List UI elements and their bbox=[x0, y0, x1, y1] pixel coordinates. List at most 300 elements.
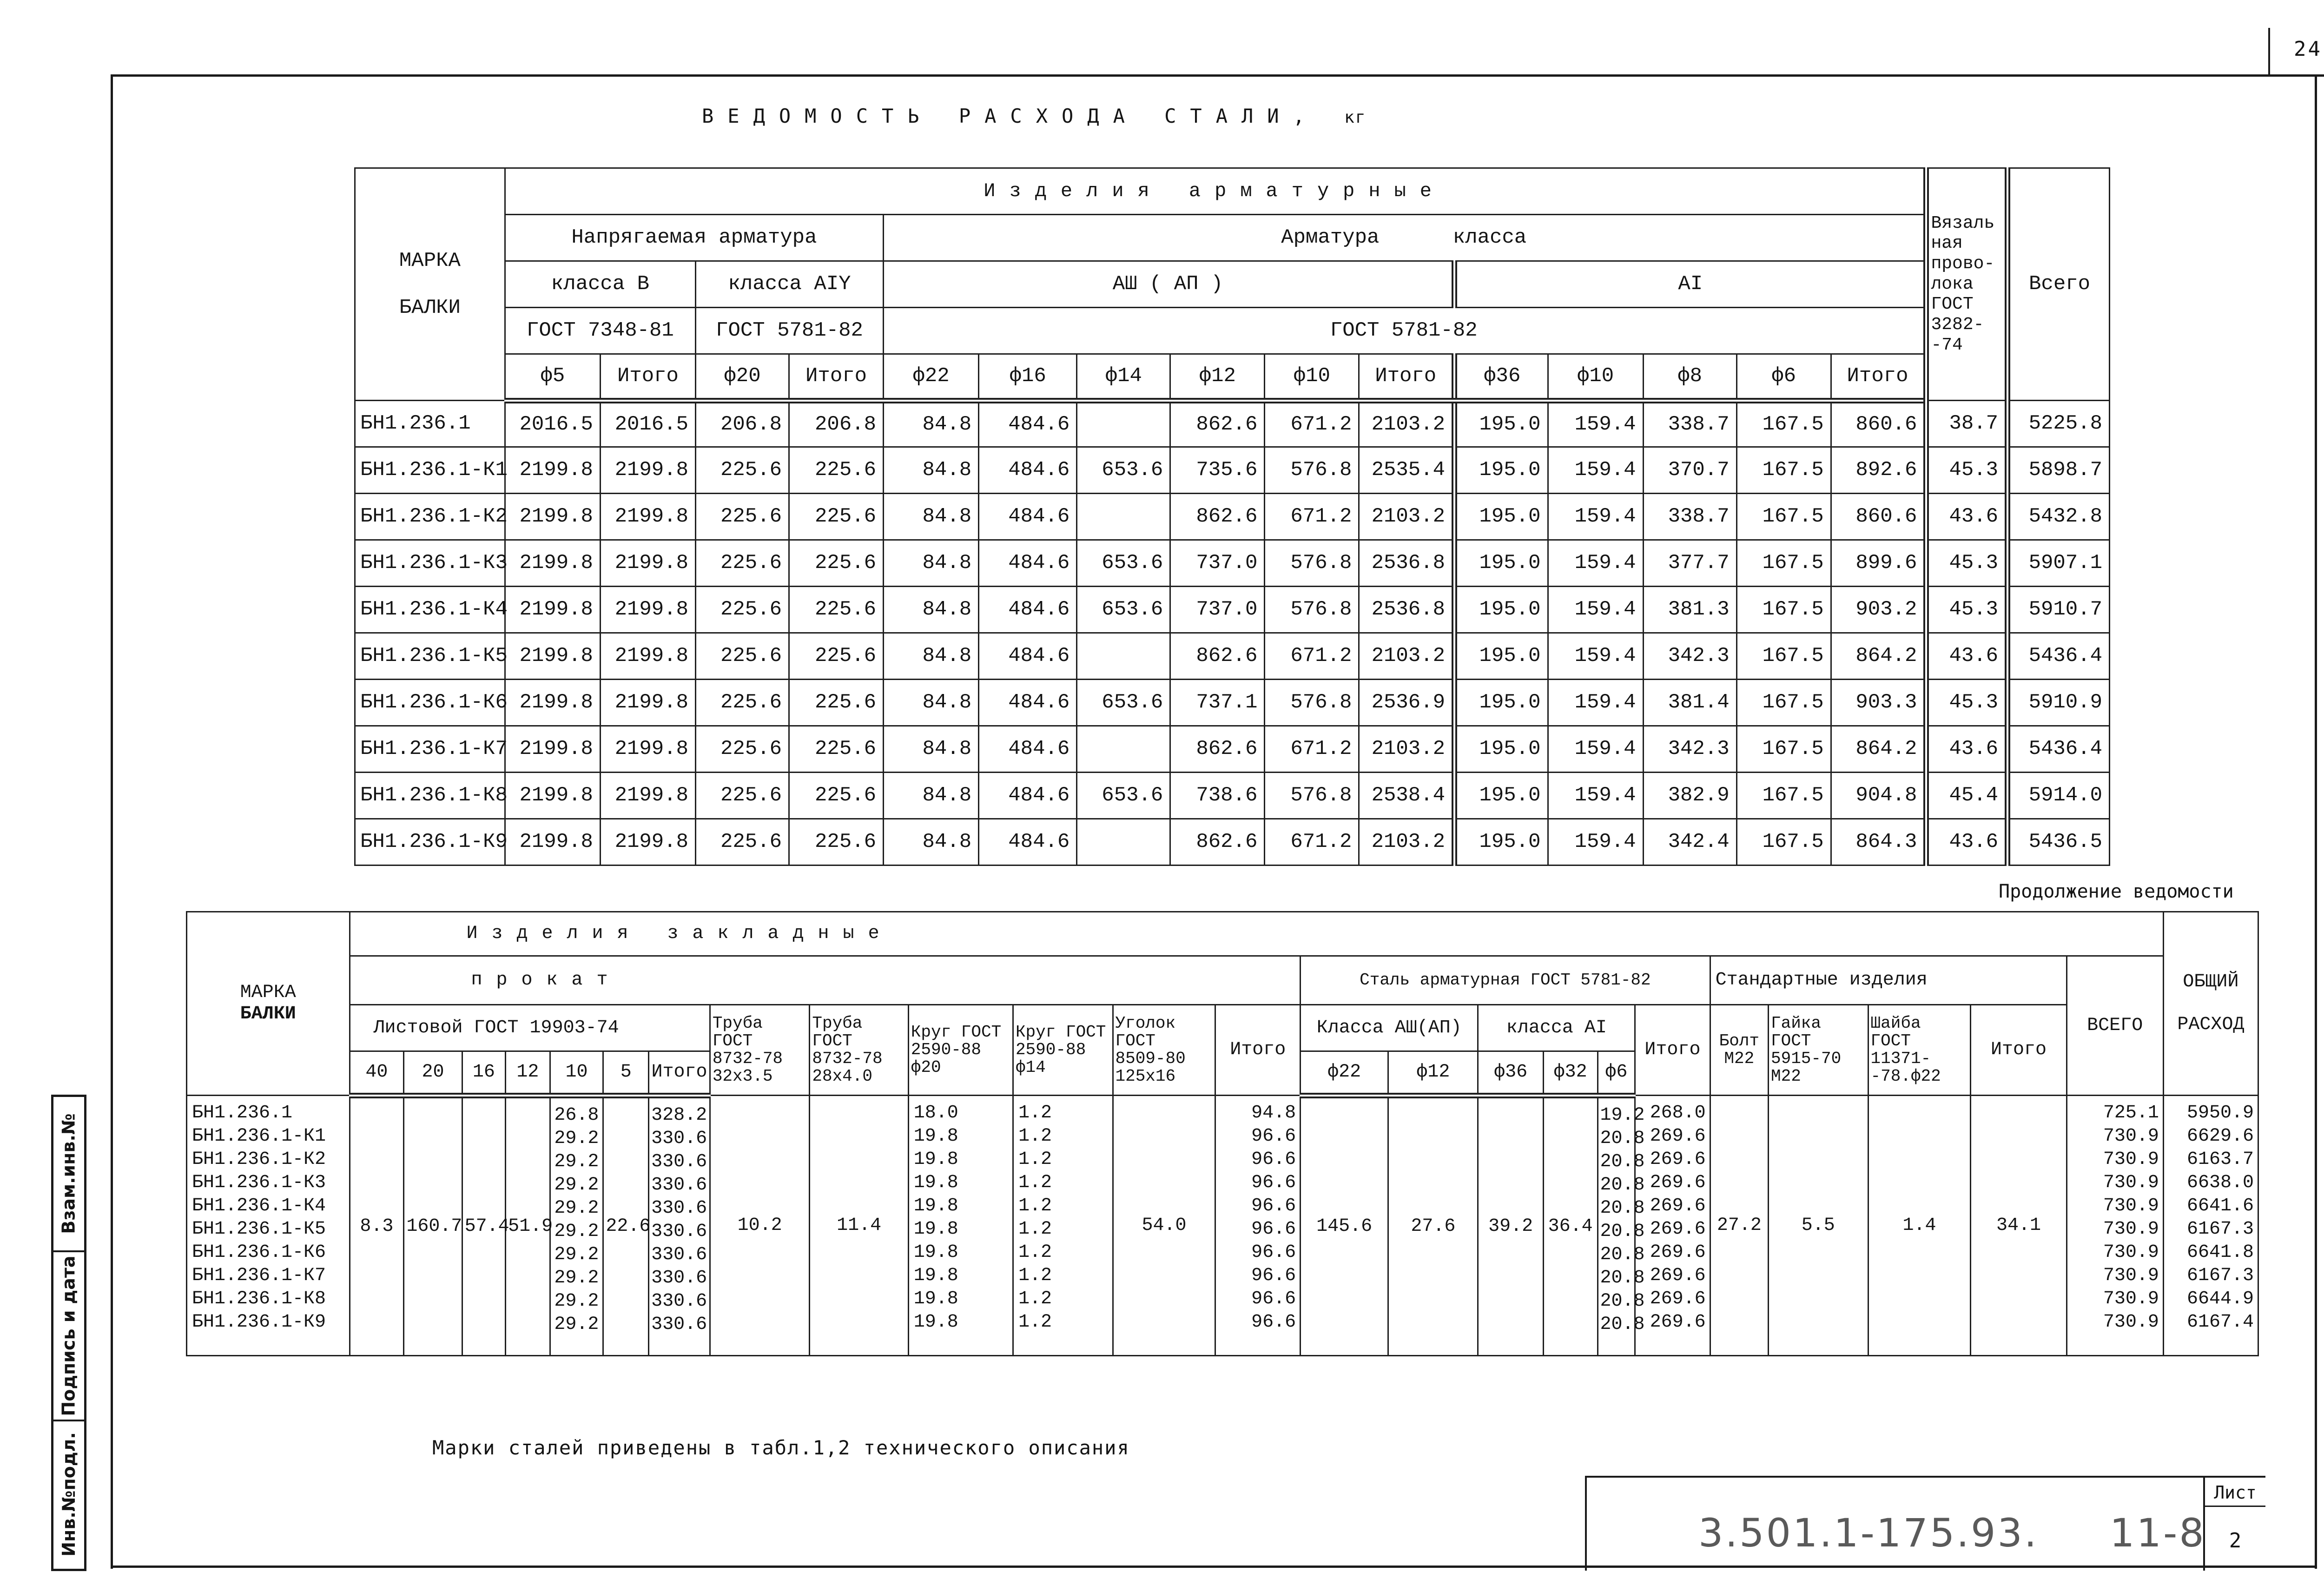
value-line: 29.2 bbox=[554, 1151, 599, 1172]
value-cell: 84.8 bbox=[884, 401, 979, 447]
value-line: 96.6 bbox=[1251, 1312, 1296, 1333]
t2-vsego-header: ВСЕГО bbox=[2067, 956, 2163, 1096]
value-stack-cell bbox=[1013, 1096, 1113, 1356]
beam-mark-cell: БН1.236.1 bbox=[355, 401, 505, 447]
t2-rebar-col: ф6 bbox=[1598, 1051, 1635, 1096]
value-line: 269.6 bbox=[1650, 1265, 1706, 1286]
value-cell: 2103.2 bbox=[1359, 401, 1454, 447]
value-cell: 2103.2 bbox=[1359, 726, 1454, 773]
value-cell: 862.6 bbox=[1170, 633, 1265, 680]
value-cell: 738.6 bbox=[1170, 773, 1265, 819]
value-line: 20.8 bbox=[1600, 1314, 1645, 1335]
t1-sub-header: ф14 bbox=[1077, 354, 1170, 401]
page-title bbox=[702, 105, 1367, 127]
t2-angle-header: Уголок ГОСТ 8509-80 125х16 bbox=[1113, 1005, 1215, 1096]
t1-total-header: Всего bbox=[2007, 168, 2109, 401]
table-row bbox=[187, 1096, 2258, 1356]
value-line: 1.2 bbox=[1018, 1172, 1052, 1193]
value-cell: 195.0 bbox=[1454, 587, 1548, 633]
t2-circle1-header: Круг ГОСТ 2590-88 ф20 bbox=[908, 1005, 1013, 1096]
value-cell: 195.0 bbox=[1454, 633, 1548, 680]
title-text: ВЕДОМОСТЬ РАСХОДА СТАЛИ, bbox=[702, 105, 1319, 127]
value-cell: 84.8 bbox=[884, 587, 979, 633]
table-row bbox=[355, 540, 2110, 587]
value-cell: 225.6 bbox=[789, 587, 884, 633]
value-cell: 2199.8 bbox=[600, 540, 695, 587]
value-cell: 2199.8 bbox=[600, 587, 695, 633]
value-line: 730.9 bbox=[2103, 1219, 2159, 1240]
value-cell: 225.6 bbox=[789, 447, 884, 494]
value-line: 96.6 bbox=[1251, 1149, 1296, 1170]
value-stack-cell bbox=[187, 1096, 350, 1356]
value-cell: 159.4 bbox=[1548, 540, 1643, 587]
value-line: 330.6 bbox=[651, 1128, 707, 1149]
table-row bbox=[355, 726, 2110, 773]
t2-circle2-header: Круг ГОСТ 2590-88 ф14 bbox=[1013, 1005, 1113, 1096]
value-line: 5950.9 bbox=[2186, 1103, 2254, 1123]
value-stack-cell bbox=[2163, 1096, 2258, 1356]
value-cell: 653.6 bbox=[1077, 587, 1170, 633]
value-cell: 225.6 bbox=[696, 819, 789, 865]
value-stack-cell bbox=[1635, 1096, 1710, 1356]
value-cell: 2199.8 bbox=[505, 680, 600, 726]
value-cell: 11.4 bbox=[810, 1096, 908, 1356]
value-line: 730.9 bbox=[2103, 1172, 2159, 1193]
value-line: БН1.236.1 bbox=[192, 1103, 293, 1123]
value-cell: 576.8 bbox=[1265, 587, 1359, 633]
value-cell: 2199.8 bbox=[505, 726, 600, 773]
value-line: 330.6 bbox=[651, 1174, 707, 1196]
value-line: 1.2 bbox=[1018, 1196, 1052, 1216]
t2-rebar-col: ф36 bbox=[1478, 1051, 1543, 1096]
value-line: 6638.0 bbox=[2186, 1172, 2254, 1193]
value-line: 269.6 bbox=[1650, 1219, 1706, 1240]
value-cell: 43.6 bbox=[1926, 726, 2007, 773]
value-line: 6167.4 bbox=[2186, 1312, 2254, 1333]
t1-mark-header bbox=[355, 168, 505, 401]
value-cell: 5910.9 bbox=[2007, 680, 2109, 726]
value-cell: 484.6 bbox=[979, 494, 1077, 540]
value-cell: 576.8 bbox=[1265, 773, 1359, 819]
value-line: 6163.7 bbox=[2186, 1149, 2254, 1170]
value-cell: 167.5 bbox=[1736, 447, 1831, 494]
value-cell: 5436.5 bbox=[2007, 819, 2109, 865]
t1-sub-header: Итого bbox=[789, 354, 884, 401]
t2-prokat-itogo-header: Итого bbox=[1215, 1005, 1301, 1096]
t2-mark-line1: МАРКА bbox=[240, 982, 296, 1003]
value-cell: 671.2 bbox=[1265, 401, 1359, 447]
t2-mark-header bbox=[187, 912, 350, 1096]
value-line: 730.9 bbox=[2103, 1265, 2159, 1286]
value-cell: 225.6 bbox=[696, 680, 789, 726]
value-cell: 159.4 bbox=[1548, 401, 1643, 447]
value-cell: 84.8 bbox=[884, 726, 979, 773]
value-cell: 5.5 bbox=[1768, 1096, 1868, 1356]
value-cell: 84.8 bbox=[884, 773, 979, 819]
value-line: 26.8 bbox=[554, 1104, 599, 1126]
t1-mark-line1: МАРКА bbox=[399, 249, 461, 272]
value-cell: 167.5 bbox=[1736, 633, 1831, 680]
value-line: 6641.6 bbox=[2186, 1196, 2254, 1216]
value-cell: 225.6 bbox=[789, 540, 884, 587]
value-cell: 167.5 bbox=[1736, 494, 1831, 540]
value-line: 269.6 bbox=[1650, 1196, 1706, 1216]
value-cell: 892.6 bbox=[1831, 447, 1926, 494]
value-cell: 2199.8 bbox=[505, 633, 600, 680]
side-cell-replace bbox=[53, 1097, 84, 1252]
t1-armatura-class-header: Арматура класса bbox=[884, 215, 1927, 261]
t1-group-title: Изделия арматурные bbox=[505, 168, 1926, 215]
t2-group-title: Изделия закладные bbox=[350, 912, 2163, 956]
value-cell: 653.6 bbox=[1077, 540, 1170, 587]
value-stack-cell bbox=[1598, 1096, 1645, 1356]
value-cell: 10.2 bbox=[710, 1096, 810, 1356]
value-cell: 5914.0 bbox=[2007, 773, 2109, 819]
t2-standard-header: Стандартные изделия bbox=[1710, 956, 2067, 1005]
value-cell: 84.8 bbox=[884, 494, 979, 540]
value-cell: 5436.4 bbox=[2007, 726, 2109, 773]
value-line: 20.8 bbox=[1600, 1244, 1645, 1265]
value-cell: 2199.8 bbox=[505, 447, 600, 494]
value-cell: 5907.1 bbox=[2007, 540, 2109, 587]
value-line: 1.2 bbox=[1018, 1265, 1052, 1286]
value-stack-cell bbox=[908, 1096, 1013, 1356]
value-line: 269.6 bbox=[1650, 1288, 1706, 1309]
t2-sheet-col: Итого bbox=[649, 1051, 710, 1096]
t1-class-aiv-header: класса AIY bbox=[696, 261, 884, 308]
value-cell: 904.8 bbox=[1831, 773, 1926, 819]
t1-ai-header: АI bbox=[1454, 261, 1926, 308]
beam-mark-cell: БН1.236.1-К4 bbox=[355, 587, 505, 633]
value-cell: 2103.2 bbox=[1359, 633, 1454, 680]
value-line: 730.9 bbox=[2103, 1288, 2159, 1309]
value-cell: 45.3 bbox=[1926, 680, 2007, 726]
table-row bbox=[355, 401, 2110, 447]
table-row bbox=[355, 819, 2110, 865]
t1-sub-header: Итого bbox=[1831, 354, 1926, 401]
value-line: 330.6 bbox=[651, 1197, 707, 1219]
sheet-value: 2 bbox=[2229, 1529, 2242, 1552]
reinforcement-table bbox=[354, 167, 2110, 866]
value-line: 1.2 bbox=[1018, 1242, 1052, 1263]
t1-sub-header: ф6 bbox=[1736, 354, 1831, 401]
value-cell: 225.6 bbox=[696, 494, 789, 540]
t2-sheet-col: 5 bbox=[603, 1051, 649, 1096]
value-line: 269.6 bbox=[1650, 1312, 1706, 1333]
value-cell: 5910.7 bbox=[2007, 587, 2109, 633]
value-cell: 338.7 bbox=[1643, 494, 1736, 540]
value-line: 730.9 bbox=[2103, 1196, 2159, 1216]
value-line: 330.6 bbox=[651, 1290, 707, 1312]
value-cell: 2199.8 bbox=[600, 447, 695, 494]
value-line: 96.6 bbox=[1251, 1242, 1296, 1263]
t1-gost-7348: ГОСТ 7348-81 bbox=[505, 308, 695, 354]
value-cell bbox=[1077, 401, 1170, 447]
value-line: 268.0 bbox=[1650, 1103, 1706, 1123]
value-cell: 225.6 bbox=[789, 494, 884, 540]
value-cell: 342.4 bbox=[1643, 819, 1736, 865]
value-line: 330.6 bbox=[651, 1244, 707, 1265]
value-cell: 5432.8 bbox=[2007, 494, 2109, 540]
title-unit: кг bbox=[1344, 108, 1367, 127]
value-cell: 225.6 bbox=[789, 633, 884, 680]
beam-mark-cell: БН1.236.1-К7 bbox=[355, 726, 505, 773]
value-line: 19.8 bbox=[913, 1288, 958, 1309]
t2-mark-line2: БАЛКИ bbox=[240, 1004, 296, 1024]
sheet-number: 24 bbox=[2294, 37, 2322, 61]
value-line: 20.8 bbox=[1600, 1221, 1645, 1242]
value-cell: 2199.8 bbox=[600, 494, 695, 540]
value-cell: 45.3 bbox=[1926, 540, 2007, 587]
value-cell: 159.4 bbox=[1548, 494, 1643, 540]
t2-washer-header: Шайба ГОСТ 11371- -78.ф22 bbox=[1868, 1005, 1971, 1096]
value-cell: 84.8 bbox=[884, 680, 979, 726]
t2-bolt-header: Болт М22 bbox=[1710, 1005, 1768, 1096]
value-cell: 43.6 bbox=[1926, 494, 2007, 540]
value-cell: 195.0 bbox=[1454, 447, 1548, 494]
value-line: 20.8 bbox=[1600, 1128, 1645, 1149]
value-cell: 2199.8 bbox=[600, 680, 695, 726]
beam-mark-cell: БН1.236.1-К9 bbox=[355, 819, 505, 865]
frame-right bbox=[2315, 74, 2317, 1569]
continuation-label: Продолжение ведомости bbox=[1999, 881, 2234, 902]
t2-nut-header: Гайка ГОСТ 5915-70 М22 bbox=[1768, 1005, 1868, 1096]
value-cell: 338.7 bbox=[1643, 401, 1736, 447]
table-row bbox=[355, 494, 2110, 540]
value-cell: 167.5 bbox=[1736, 540, 1831, 587]
value-cell bbox=[1077, 819, 1170, 865]
table-row bbox=[355, 773, 2110, 819]
value-cell: 484.6 bbox=[979, 819, 1077, 865]
side-stamp-strip bbox=[51, 1095, 86, 1571]
value-cell: 2199.8 bbox=[505, 494, 600, 540]
value-cell: 671.2 bbox=[1265, 633, 1359, 680]
t2-rebar-col: ф12 bbox=[1388, 1051, 1478, 1096]
value-cell: 225.6 bbox=[696, 540, 789, 587]
value-cell: 576.8 bbox=[1265, 447, 1359, 494]
t1-sub-header: ф36 bbox=[1454, 354, 1548, 401]
value-cell: 484.6 bbox=[979, 773, 1077, 819]
value-stack-cell bbox=[1215, 1096, 1301, 1356]
value-cell: 51.9 bbox=[506, 1096, 550, 1356]
value-line: 330.6 bbox=[651, 1267, 707, 1288]
value-line: 330.6 bbox=[651, 1314, 707, 1335]
value-cell: 5225.8 bbox=[2007, 401, 2109, 447]
value-line: 29.2 bbox=[554, 1221, 599, 1242]
t1-sub-header: Итого bbox=[600, 354, 695, 401]
value-stack-cell bbox=[2067, 1096, 2163, 1356]
value-line: 20.8 bbox=[1600, 1267, 1645, 1288]
value-line: 19.8 bbox=[913, 1149, 958, 1170]
value-line: 19.8 bbox=[913, 1312, 958, 1333]
t2-general-header bbox=[2163, 912, 2258, 1096]
value-cell: 1.4 bbox=[1868, 1096, 1971, 1356]
value-line: 6644.9 bbox=[2186, 1288, 2254, 1309]
value-line: 96.6 bbox=[1251, 1219, 1296, 1240]
value-cell: 34.1 bbox=[1971, 1096, 2067, 1356]
value-cell: 159.4 bbox=[1548, 819, 1643, 865]
side-label-signature: Подпись и дата bbox=[59, 1255, 79, 1416]
value-line: БН1.236.1-К9 bbox=[192, 1312, 326, 1333]
value-cell: 864.2 bbox=[1831, 726, 1926, 773]
value-line: БН1.236.1-К5 bbox=[192, 1219, 326, 1240]
t1-wire-header: Вязаль ная прово- лока ГОСТ 3282- -74 bbox=[1926, 168, 2007, 401]
value-line: 19.8 bbox=[913, 1219, 958, 1240]
value-cell: 225.6 bbox=[789, 819, 884, 865]
value-cell: 225.6 bbox=[696, 587, 789, 633]
value-line: 730.9 bbox=[2103, 1242, 2159, 1263]
value-cell: 576.8 bbox=[1265, 680, 1359, 726]
value-cell: 2538.4 bbox=[1359, 773, 1454, 819]
value-cell: 2199.8 bbox=[600, 819, 695, 865]
t2-pipe1-header: Труба ГОСТ 8732-78 32х3.5 bbox=[710, 1005, 810, 1096]
value-cell: 206.8 bbox=[696, 401, 789, 447]
value-cell: 737.0 bbox=[1170, 540, 1265, 587]
t2-rebar-steel-header: Сталь арматурная ГОСТ 5781-82 bbox=[1301, 956, 1710, 1005]
t1-gost-5781a: ГОСТ 5781-82 bbox=[696, 308, 884, 354]
value-line: 96.6 bbox=[1251, 1288, 1296, 1309]
value-cell: 159.4 bbox=[1548, 633, 1643, 680]
value-line: 730.9 bbox=[2103, 1149, 2159, 1170]
value-cell: 5436.4 bbox=[2007, 633, 2109, 680]
value-cell: 195.0 bbox=[1454, 540, 1548, 587]
value-cell: 860.6 bbox=[1831, 401, 1926, 447]
value-cell: 862.6 bbox=[1170, 726, 1265, 773]
value-cell: 57.4 bbox=[462, 1096, 505, 1356]
value-line: 19.8 bbox=[913, 1242, 958, 1263]
document-code: 3.501.1-175.93. 11-8 bbox=[1698, 1510, 2206, 1556]
value-cell: 45.3 bbox=[1926, 587, 2007, 633]
t2-rebar-itogo-header: Итого bbox=[1635, 1005, 1710, 1096]
value-cell: 484.6 bbox=[979, 680, 1077, 726]
value-line: 29.2 bbox=[554, 1128, 599, 1149]
value-cell: 484.6 bbox=[979, 726, 1077, 773]
value-line: 29.2 bbox=[554, 1174, 599, 1196]
value-cell: 2016.5 bbox=[505, 401, 600, 447]
value-line: 19.8 bbox=[913, 1172, 958, 1193]
value-cell: 84.8 bbox=[884, 540, 979, 587]
value-cell: 45.3 bbox=[1926, 447, 2007, 494]
value-line: 29.2 bbox=[554, 1244, 599, 1265]
value-cell: 8.3 bbox=[350, 1096, 404, 1356]
value-stack-cell bbox=[550, 1096, 603, 1356]
value-cell: 39.2 bbox=[1478, 1096, 1543, 1356]
value-cell: 342.3 bbox=[1643, 726, 1736, 773]
value-line: 730.9 bbox=[2103, 1312, 2159, 1333]
embedded-parts-table bbox=[186, 911, 2259, 1356]
table-row bbox=[355, 447, 2110, 494]
value-line: 1.2 bbox=[1018, 1219, 1052, 1240]
value-cell: 2199.8 bbox=[505, 819, 600, 865]
t2-sheet-col: 12 bbox=[506, 1051, 550, 1096]
value-line: 1.2 bbox=[1018, 1312, 1052, 1333]
value-line: 730.9 bbox=[2103, 1126, 2159, 1147]
value-line: 19.8 bbox=[913, 1265, 958, 1286]
value-cell: 225.6 bbox=[789, 680, 884, 726]
t1-sub-header: ф22 bbox=[884, 354, 979, 401]
value-cell: 195.0 bbox=[1454, 773, 1548, 819]
t2-sheet-col: 40 bbox=[350, 1051, 404, 1096]
value-cell: 484.6 bbox=[979, 401, 1077, 447]
side-cell-inventory bbox=[53, 1421, 84, 1567]
value-cell: 899.6 bbox=[1831, 540, 1926, 587]
t2-sheet-col: 10 bbox=[550, 1051, 603, 1096]
value-line: 20.8 bbox=[1600, 1174, 1645, 1196]
value-cell: 225.6 bbox=[696, 633, 789, 680]
value-line: БН1.236.1-К1 bbox=[192, 1126, 326, 1147]
value-cell: 903.3 bbox=[1831, 680, 1926, 726]
value-cell: 27.2 bbox=[1710, 1096, 1768, 1356]
value-line: 29.2 bbox=[554, 1314, 599, 1335]
value-cell: 377.7 bbox=[1643, 540, 1736, 587]
t1-sub-header: ф20 bbox=[696, 354, 789, 401]
value-cell: 2199.8 bbox=[505, 540, 600, 587]
value-cell: 864.2 bbox=[1831, 633, 1926, 680]
value-cell: 22.6 bbox=[603, 1096, 649, 1356]
frame-top bbox=[111, 74, 2324, 77]
value-cell: 2016.5 bbox=[600, 401, 695, 447]
value-cell: 195.0 bbox=[1454, 726, 1548, 773]
t1-sub-header: ф10 bbox=[1265, 354, 1359, 401]
value-cell: 484.6 bbox=[979, 587, 1077, 633]
value-line: 328.2 bbox=[651, 1104, 707, 1126]
sheet-box bbox=[2203, 1478, 2265, 1571]
t2-general-line2: РАСХОД bbox=[2177, 1014, 2245, 1035]
beam-mark-cell: БН1.236.1-К6 bbox=[355, 680, 505, 726]
value-cell: 167.5 bbox=[1736, 726, 1831, 773]
value-line: 269.6 bbox=[1650, 1126, 1706, 1147]
value-cell: 206.8 bbox=[789, 401, 884, 447]
value-cell: 671.2 bbox=[1265, 726, 1359, 773]
value-cell: 671.2 bbox=[1265, 494, 1359, 540]
t1-sub-header: ф10 bbox=[1548, 354, 1643, 401]
value-cell: 2536.8 bbox=[1359, 587, 1454, 633]
value-cell: 653.6 bbox=[1077, 773, 1170, 819]
value-line: 29.2 bbox=[554, 1267, 599, 1288]
side-label-inventory: Инв.№подл. bbox=[59, 1432, 79, 1557]
value-cell: 2103.2 bbox=[1359, 819, 1454, 865]
value-line: 20.8 bbox=[1600, 1151, 1645, 1172]
value-cell: 225.6 bbox=[696, 726, 789, 773]
value-line: 29.2 bbox=[554, 1197, 599, 1219]
t2-sheet-col: 16 bbox=[462, 1051, 505, 1096]
value-cell: 862.6 bbox=[1170, 819, 1265, 865]
value-line: 269.6 bbox=[1650, 1172, 1706, 1193]
value-cell: 484.6 bbox=[979, 633, 1077, 680]
value-line: 20.8 bbox=[1600, 1290, 1645, 1312]
value-line: 6629.6 bbox=[2186, 1126, 2254, 1147]
value-cell: 903.2 bbox=[1831, 587, 1926, 633]
t1-gost-5781b: ГОСТ 5781-82 bbox=[884, 308, 1927, 354]
value-cell: 737.1 bbox=[1170, 680, 1265, 726]
value-cell: 382.9 bbox=[1643, 773, 1736, 819]
value-cell: 862.6 bbox=[1170, 494, 1265, 540]
value-cell: 159.4 bbox=[1548, 680, 1643, 726]
value-cell: 195.0 bbox=[1454, 680, 1548, 726]
value-cell: 2199.8 bbox=[600, 773, 695, 819]
value-cell: 2199.8 bbox=[505, 773, 600, 819]
table-row bbox=[355, 587, 2110, 633]
footnote: Марки сталей приведены в табл.1,2 технического описания bbox=[432, 1436, 1130, 1459]
value-cell: 653.6 bbox=[1077, 447, 1170, 494]
sheet-label: Лист bbox=[2205, 1482, 2265, 1507]
value-cell: 160.7 bbox=[404, 1096, 462, 1356]
value-cell: 2536.9 bbox=[1359, 680, 1454, 726]
value-cell: 167.5 bbox=[1736, 587, 1831, 633]
value-cell: 737.0 bbox=[1170, 587, 1265, 633]
value-cell: 159.4 bbox=[1548, 773, 1643, 819]
value-cell: 2536.8 bbox=[1359, 540, 1454, 587]
